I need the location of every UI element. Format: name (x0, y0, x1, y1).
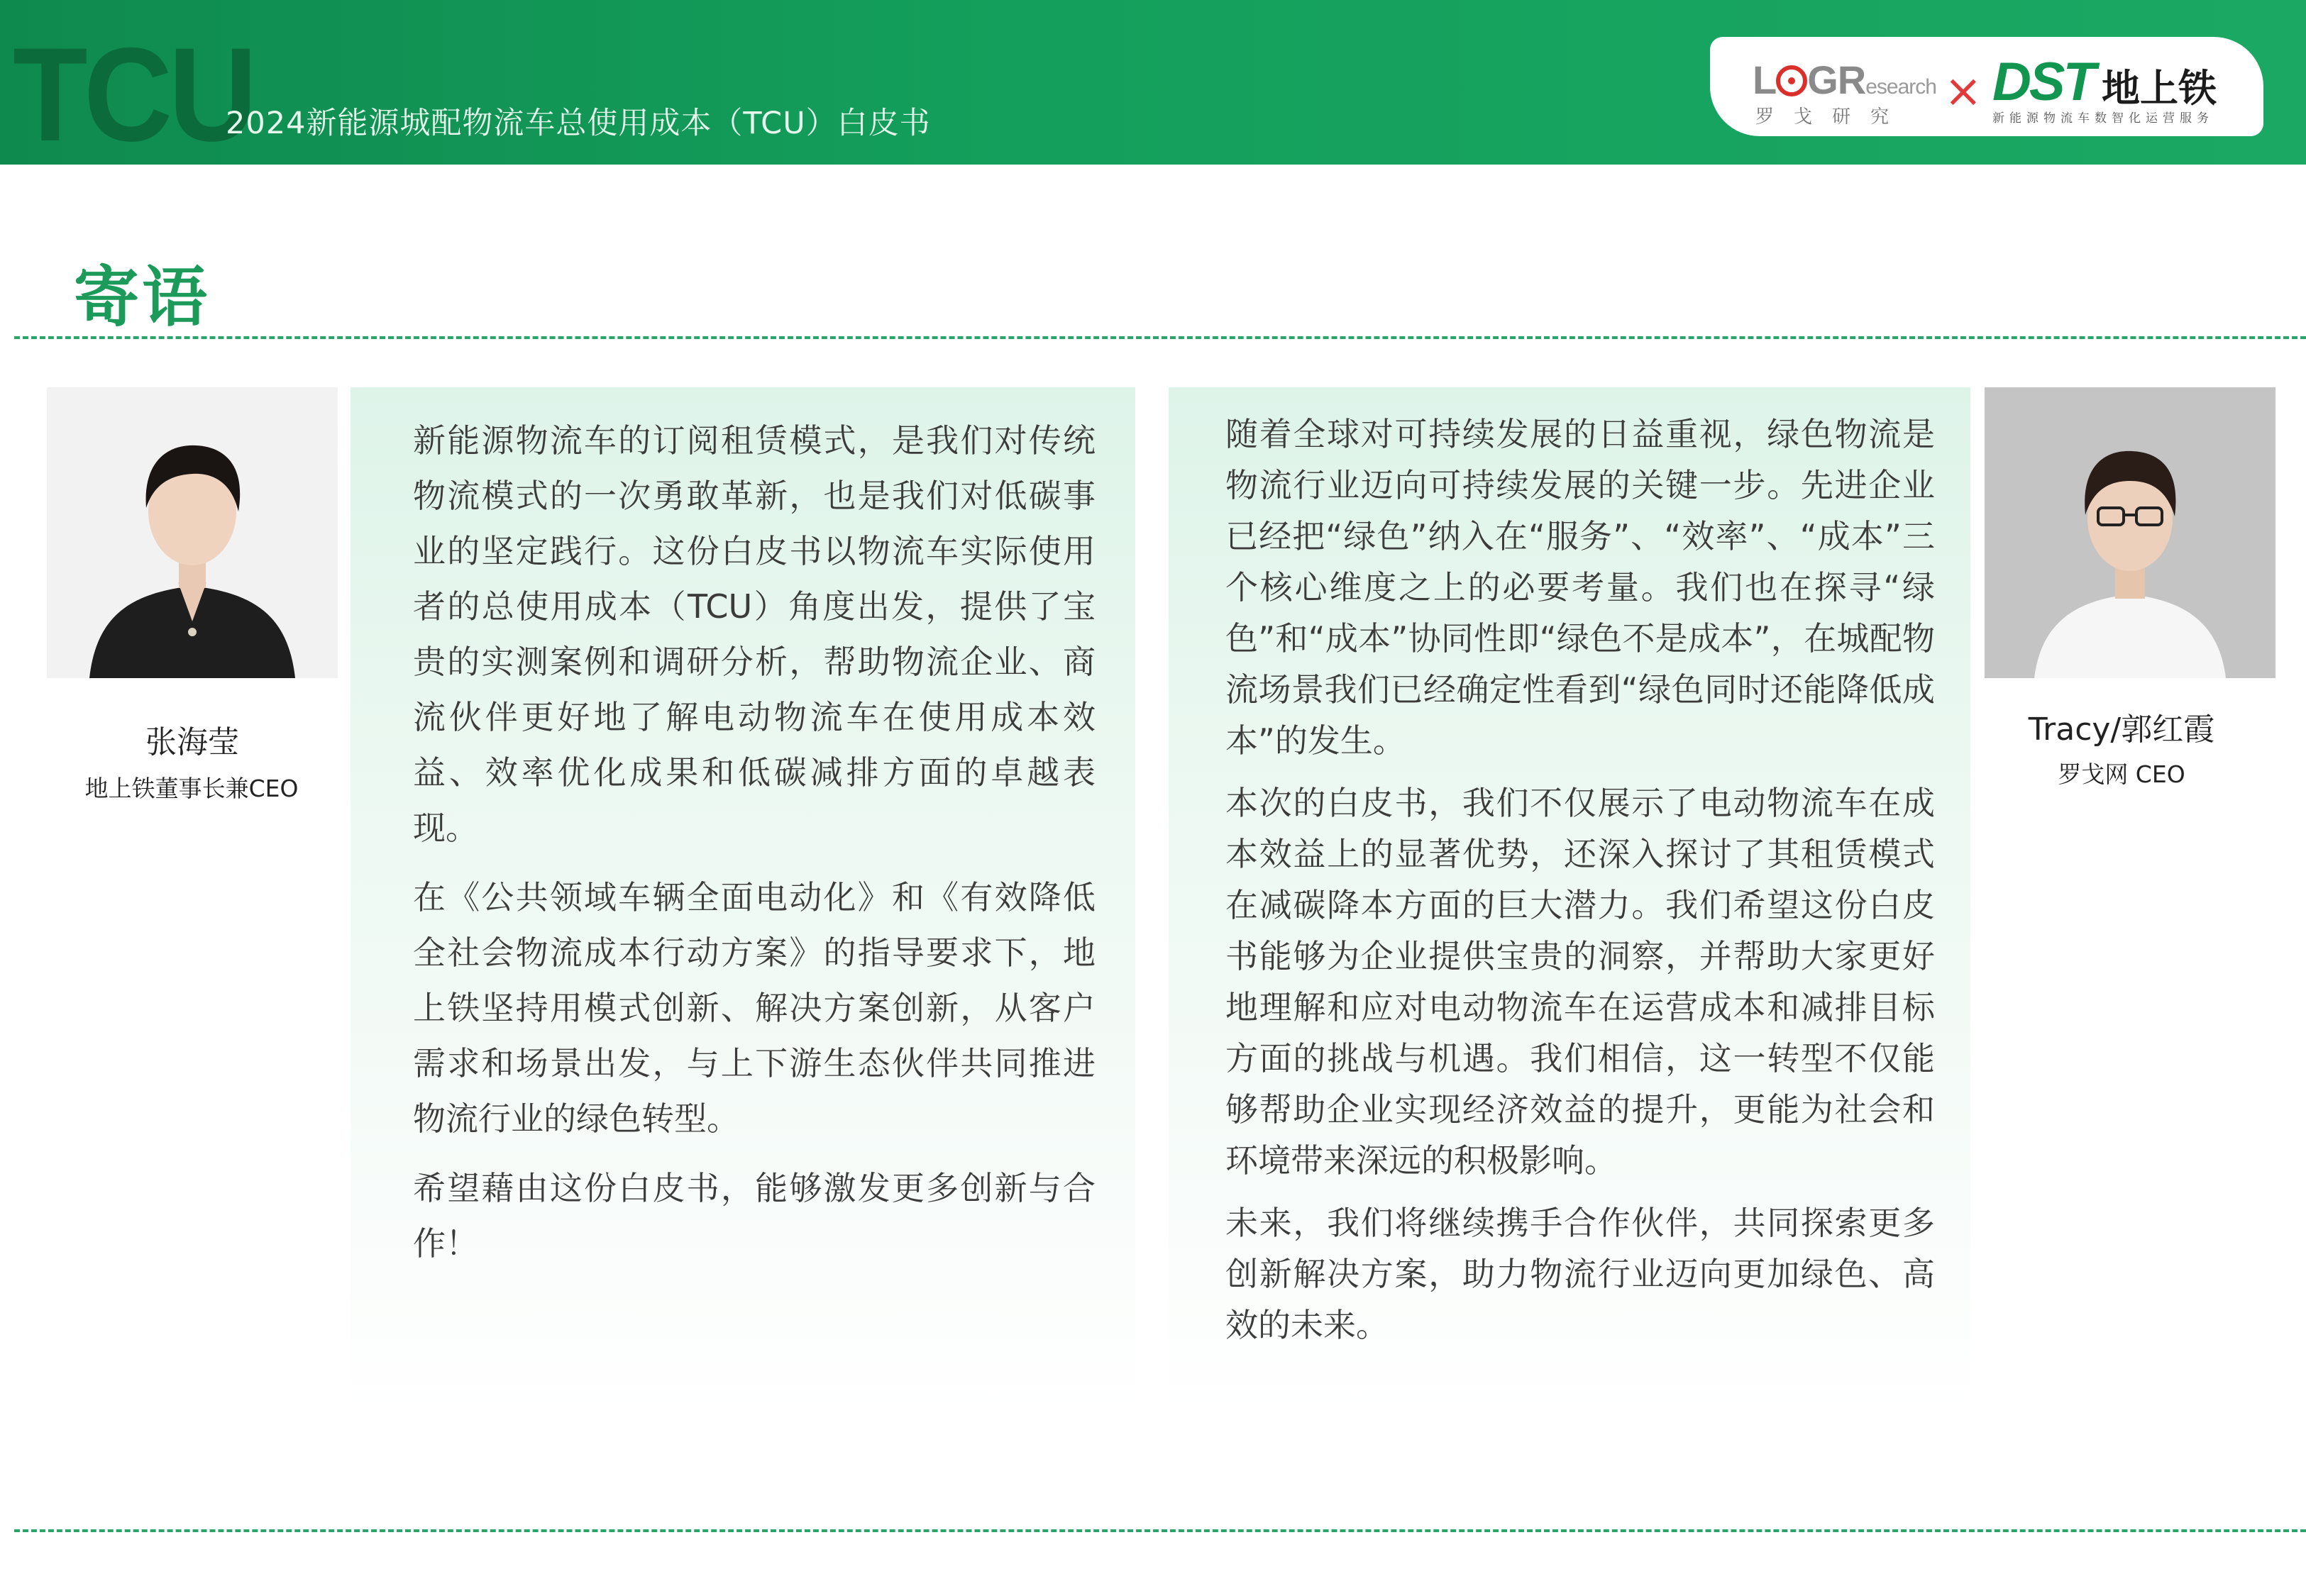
section-title: 寄语 (74, 260, 211, 336)
person-icon (47, 387, 338, 678)
bottom-divider (14, 1529, 2306, 1532)
portrait-right (1985, 387, 2275, 678)
dst-logo-mark: DST (1992, 52, 2094, 112)
left-paragraph-1: 新能源物流车的订阅租赁模式，是我们对传统物流模式的一次勇敢革新，也是我们对低碳事业的坚定践行。这份白皮书以物流车实际使用者的总使用成本（TCU）角度出发，提供了宝贵的实测案例和调研分析，帮助物流企业、商流伙伴更好地了解电动物流车在使用成本效益、效率优化成果和低碳减排方面的卓越表现。 (413, 421, 1096, 847)
right-message-body (1225, 409, 1935, 1362)
logr-logo-cn: 罗戈研究 (1755, 106, 1909, 128)
cross-icon: × (1944, 65, 1982, 118)
right-paragraph-2: 本次的白皮书，我们不仅展示了电动物流车在成本效益上的显著优势，还深入探讨了其租赁模式在减碳降本方面的巨大潜力。我们希望这份白皮书能够为企业提供宝贵的洞察，并帮助大家更好地理解和应对电动物流车在运营成本和减排目标方面的挑战与机遇。我们相信，这一转型不仅能够帮助企业实现经济效益的提升，更能为社会和环境带来深远的积极影响。 (1225, 784, 1935, 1180)
person-icon (1985, 387, 2275, 678)
right-person-name: Tracy/郭红霞 (2028, 711, 2215, 748)
report-title: 2024新能源城配物流车总使用成本（TCU）白皮书 (226, 106, 931, 141)
left-paragraph-2: 在《公共领域车辆全面电动化》和《有效降低全社会物流成本行动方案》的指导要求下，地上铁坚持用模式创新、解决方案创新，从客户需求和场景出发，与上下游生态伙伴共同推进物流行业的绿色转型。 (413, 878, 1096, 1138)
right-person-role: 罗戈网 CEO (2058, 760, 2185, 788)
partner-logos (1710, 37, 2263, 136)
target-icon (1776, 65, 1807, 96)
right-paragraph-3: 未来，我们将继续携手合作伙伴，共同探索更多创新解决方案，助力物流行业迈向更加绿色、高效的未来。 (1225, 1204, 1935, 1344)
left-paragraph-3: 希望藉由这份白皮书，能够激发更多创新与合作！ (413, 1169, 1096, 1263)
left-person-role: 地上铁董事长兼CEO (84, 775, 299, 802)
header-banner (0, 0, 2306, 169)
dst-logo-cn: 地上铁 (2102, 66, 2217, 111)
left-person-name: 张海莹 (145, 724, 239, 760)
portrait-left (47, 387, 338, 678)
brand-mark: TCU (13, 20, 253, 169)
dst-logo-tagline: 新能源物流车数智化运营服务 (1992, 111, 2214, 126)
left-message-panel (351, 387, 1135, 1409)
left-message-body (413, 413, 1096, 1285)
logr-logo: L GResearch (1753, 57, 1936, 102)
right-paragraph-1: 随着全球对可持续发展的日益重视，绿色物流是物流行业迈向可持续发展的关键一步。先进企业已经把“绿色”纳入在“服务”、“效率”、“成本”三个核心维度之上的必要考量。我们也在探寻“绿色”和“成本”协同性即“绿色不是成本”，在城配物流场景我们已经确定性看到“绿色同时还能降低成本”的发生。 (1225, 415, 1935, 760)
top-divider (14, 336, 2306, 339)
right-message-panel (1169, 387, 1970, 1409)
